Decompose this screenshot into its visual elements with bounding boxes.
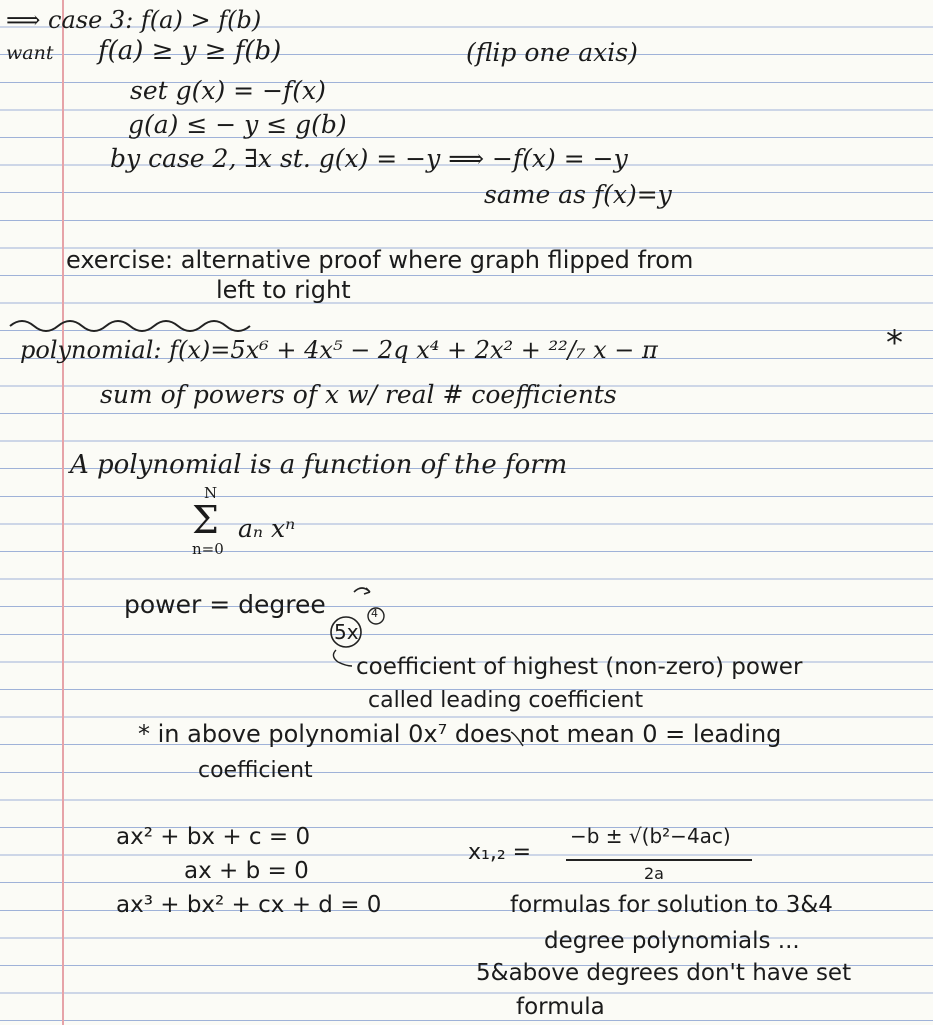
five-x-term: 5x [334, 620, 359, 644]
exercise-line-1: exercise: alternative proof where graph flipped from [66, 246, 694, 274]
star-mark: * [886, 323, 903, 363]
coefficient-line-1: coefficient of highest (non-zero) power [356, 654, 803, 680]
note-line-case3: ⟹ case 3: f(a) > f(b) [6, 6, 262, 34]
quadratic-formula-denominator: 2a [644, 864, 664, 883]
note-line-want: f(a) ≥ y ≥ f(b) [98, 36, 282, 66]
note-set-g: set g(x) = −f(x) [130, 76, 326, 105]
formula-note-1: formulas for solution to 3&4 [510, 892, 833, 918]
sigma-upper-limit: N [204, 484, 218, 502]
polynomial-definition: A polynomial is a function of the form [70, 450, 568, 480]
sigma-lower-limit: n=0 [192, 540, 224, 558]
quadratic-formula-numerator: −b ± √(b²−4ac) [570, 824, 731, 848]
note-flip-axis: (flip one axis) [466, 38, 638, 67]
power-degree: power = degree [124, 590, 326, 619]
note-by-case2: by case 2, ∃x st. g(x) = −y ⟹ −f(x) = −y [110, 144, 628, 173]
quadratic-equation: ax² + bx + c = 0 [116, 824, 311, 850]
above-note-line-2: coefficient [198, 758, 313, 783]
note-same-as: same as f(x)=y [484, 180, 672, 209]
quadratic-formula-lhs: x₁,₂ = [468, 840, 532, 865]
sigma-symbol: Σ [192, 498, 219, 542]
exercise-line-2: left to right [216, 276, 351, 304]
cubic-equation: ax³ + bx² + cx + d = 0 [116, 892, 382, 918]
note-g-inequality: g(a) ≤ − y ≤ g(b) [128, 110, 347, 139]
coefficient-line-2: called leading coefficient [368, 688, 644, 713]
above-note-line-1: * in above polynomial 0x⁷ does not mean 0 = leading [138, 720, 782, 748]
polynomial-description: sum of powers of x w/ real # coefficients [100, 380, 617, 409]
formula-note-3: 5&above degrees don't have set [476, 960, 852, 986]
linear-equation: ax + b = 0 [184, 858, 309, 884]
exponent-four: 4 [371, 607, 378, 620]
note-want-label: want [6, 42, 54, 64]
polynomial-example: polynomial: f(x)=5x⁶ + 4x⁵ − 2q x⁴ + 2x² + ²²/₇ x − π [20, 336, 658, 364]
formula-note-4: formula [516, 994, 605, 1020]
sigma-body: aₙ xⁿ [238, 514, 296, 543]
formula-note-2: degree polynomials ... [544, 928, 800, 954]
